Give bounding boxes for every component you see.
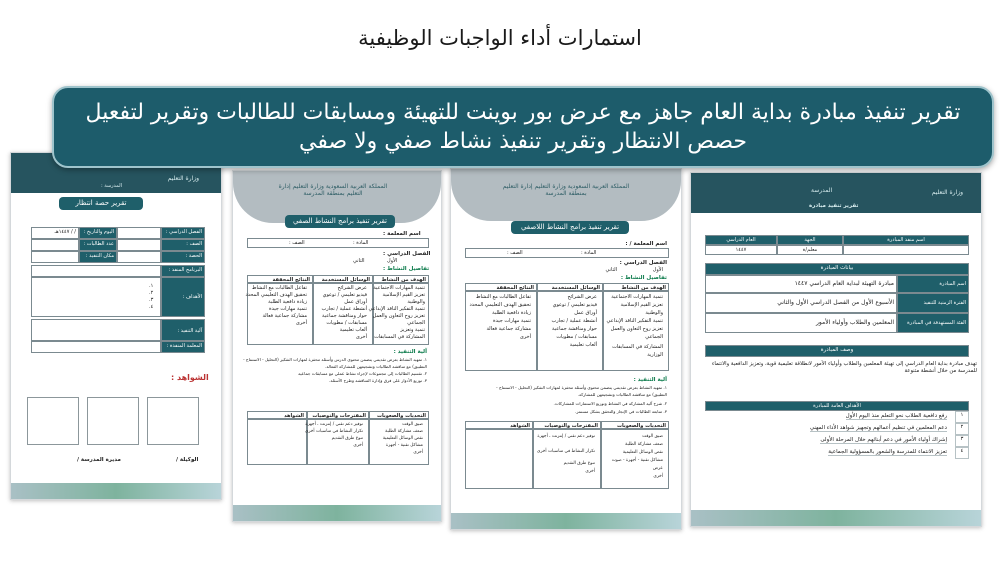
thumb3-step: التطبيق) مع مناقشة الطالبات وتشجيعهن للمشاركة. [577, 392, 667, 397]
thumb3-col1-item: تعزيز روح التعاون والعمل [610, 326, 663, 332]
thumb3-bottom-col2: أخرى [585, 469, 595, 474]
thumb-extra-activity[interactable] [450, 168, 682, 530]
thumb1-row-3-label: مكان التنفيذ : [79, 251, 117, 263]
thumb3-class: الصف : [507, 250, 523, 256]
thumb2-col1-item: تنمية وتعزيز [400, 327, 425, 333]
thumb2-bottom-head-1: الشواهد [247, 411, 307, 419]
thumb4-val-2: معلم/ة [777, 245, 843, 255]
thumb1-goal-4: ٤. [149, 304, 154, 310]
thumb2-col1-item: تنمية التفكير الناقد الإبداعي [368, 306, 425, 312]
banner [52, 86, 994, 168]
thumb4-goal-num: ٣ [955, 435, 969, 447]
thumb3-col-head-2: الوسائل المستخدمة [537, 283, 603, 291]
thumb2-bottom-col3: ضيق الوقت [402, 422, 423, 427]
thumb2-term: الفصل الدراسي : [383, 251, 431, 257]
thumb3-step: ٢. شرح آلية المشاركة في النشاط وتوزيع الاستمارات للمشاركات. [553, 401, 667, 406]
thumb4-field-value-1: مبادرة التهيئة لبداية العام الدراسي ١٤٤٧ [705, 275, 897, 293]
thumb1-goals-label: الأهداف : [161, 277, 205, 317]
thumb2-ministry: المملكة العربية السعودية وزارة التعليم إدارة التعليم بمنطقة المدرسة [278, 183, 388, 197]
thumb4-desc-title: وصف المبادرة [705, 345, 969, 357]
thumb2-step: ٣. توزيع الأدوار على فرق وإدارة المناقشة وطرح الأسئلة. [328, 378, 427, 383]
thumb1-teacher-label: المعلمة المنفذة : [161, 341, 205, 353]
thumb4-field-value-3: المعلمين والطلاب وأولياء الأمور [705, 313, 897, 333]
thumb2-col3-item: مشاركة جماعية فعالة [262, 313, 307, 319]
thumb3-col1-item: الجماعي [645, 334, 663, 340]
thumb3-col3-item: تفاعل الطالبات مع النشاط [475, 294, 531, 300]
thumb2-bottom-col3: أخرى [413, 450, 423, 455]
thumb4-head-3: العام الدراسي [705, 235, 777, 245]
page-title: استمارات أداء الواجبات الوظيفية [358, 26, 642, 50]
thumb1-row-2-label: عدد الطالبات : [79, 239, 117, 251]
thumb3-info-box [465, 248, 669, 258]
thumb3-footer [451, 513, 681, 529]
thumb2-col1-item: تعزيز القيم الإسلامية [382, 292, 425, 298]
thumb2-col-head-2: الوسائل المستخدمة [313, 275, 373, 283]
thumb4-field-value-2: الأسبوع الأول من الفصل الدراسي الأول والثاني [705, 293, 897, 313]
thumb4-goal-num: ١ [955, 411, 969, 423]
thumb4-initiative-title: بيانات المبادرة [705, 263, 969, 275]
thumb2-class: الصف : [289, 240, 305, 246]
thumb3-col2-item: فيديو تعليمي / توعوي [552, 302, 597, 308]
thumb2-col2-item: فيديو تعليمي / توعوي [322, 292, 367, 298]
thumb3-step: ٣. متابعة الطالبات في الإنجاز والتحقق بشكل مستمر. [575, 409, 667, 414]
thumb1-row-3-value [117, 251, 161, 263]
thumb3-col3-item: أخرى [519, 334, 531, 340]
thumb3-section-title: تقرير تنفيذ برامج النشاط اللاصفي [511, 221, 629, 234]
thumb2-subject: المادة : [353, 240, 369, 246]
thumb1-sign-left: الوكيلة / [176, 457, 199, 463]
thumb2-col1-item: تنمية المهارات الاجتماعية [373, 285, 425, 291]
thumb3-bottom-head-1: الشواهد [465, 421, 533, 429]
thumb2-col1-item: والوطنية [407, 299, 425, 305]
thumb2-step: التطبيق) مع مناقشة الطالبات وتشجيعهن للمشاركة الفعالة. [324, 364, 427, 369]
thumb4-goal-num: ٤ [955, 447, 969, 459]
thumb1-goals-box [31, 277, 161, 317]
thumb1-sign-right: مديرة المدرسة / [77, 457, 121, 463]
thumb1-method-box [31, 319, 161, 341]
thumb2-term-opt2[interactable]: الثاني [353, 258, 365, 264]
thumb-waiting-report[interactable] [10, 152, 222, 500]
thumb4-school: المدرسة [811, 187, 833, 194]
thumb3-bottom-box-1 [465, 429, 533, 489]
thumb4-goal-row: رفع دافعية الطلاب نحو التعلم منذ اليوم الأول [845, 413, 947, 419]
thumb2-col2-item: عرض الشرائح [337, 285, 367, 291]
thumb2-info-box [247, 238, 429, 248]
thumb3-col3-item: تنمية مهارات جيدة [492, 318, 531, 324]
thumb2-bottom-col2: تكرار النشاط في مناسبات أخرى [305, 429, 363, 434]
thumb3-details: تفاصيل النشاط : [620, 275, 667, 281]
thumb3-term-opt1[interactable]: الأول [652, 267, 663, 273]
thumb4-field-label-2: الفترة الزمنية للتنفيذ [897, 293, 969, 313]
thumb2-col-head-3: النتائج المحققة [247, 275, 313, 283]
thumb3-bottom-col3: ضعف مشاركة الطلبة [625, 442, 663, 447]
thumb3-step: ١. تمهيد النشاط بعرض تقديمي يتضمن محتوى وأسئلة محفزة لمهارات التفكير (التحليل - الاستنتاج - [496, 385, 667, 390]
thumb2-bottom-col3: نقص الوسائل التعليمية [382, 436, 423, 441]
thumb3-col2-item: ألعاب تعليمية [569, 342, 597, 348]
thumb2-bottom-col2: تنوع طرق التقديم [331, 436, 363, 441]
thumb1-row-1-value [117, 227, 161, 239]
thumb1-goal-2: ٢. [149, 290, 154, 296]
thumb2-bottom-box-1 [247, 419, 307, 465]
thumb3-col1-item: تنمية التفكير الناقد الإبداعي [606, 318, 663, 324]
thumb1-teacher-box [31, 341, 161, 353]
thumb3-col3-item: زيادة دافعية الطلبة [492, 310, 531, 316]
thumb2-col1-item: تعزيز روح التعاون والعمل [372, 313, 425, 319]
thumb3-bottom-col2: تكرار النشاط في مناسبات أخرى [537, 449, 595, 454]
thumb3-col1-item: تعزيز القيم الإسلامية [620, 302, 663, 308]
thumb2-col3-item: تفاعل الطالبات مع النشاط [251, 285, 307, 291]
thumb1-method-label: آلية التنفيذ : [161, 319, 205, 341]
thumb1-row-1-date: / / ١٤٤٧هـ [31, 227, 79, 239]
thumb1-school-label: المدرسة : [101, 183, 122, 189]
thumb1-goal-3: ٣. [149, 297, 154, 303]
thumb4-val-1 [843, 245, 969, 255]
thumb3-mechanism: آلية التنفيذ : [633, 377, 667, 383]
thumb2-bottom-head-3: التحديات والصعوبات [369, 411, 429, 419]
thumb3-col1-item: تنمية المهارات الاجتماعية [611, 294, 663, 300]
thumb3-col2-item: مسابقات / مطويات [556, 334, 597, 340]
thumb3-col2-item: أنشطة عملية / تجارب [551, 318, 597, 324]
thumb2-bottom-col3: مشاكل تقنية - أجهزة [385, 443, 423, 448]
thumb2-col3-item: زيادة دافعية الطلبة [268, 299, 307, 305]
thumb2-col3-item: تنمية مهارات جيدة [268, 306, 307, 312]
thumb1-footer [11, 483, 221, 499]
thumb3-teacher: اسم المعلمة / : [625, 241, 667, 247]
thumb2-term-opt1[interactable]: الأول [387, 258, 398, 264]
thumb1-row-2-val [31, 239, 79, 251]
thumb2-col2-item: أوراق عمل [344, 299, 367, 305]
thumb1-evidence-label: الشواهد : [171, 373, 209, 382]
thumb4-section-title: تقرير تنفيذ مبادرة [809, 203, 859, 209]
thumb4-goal-row: تعزيز الانتماء للمدرسة والشعور بالمسؤولية الجماعية [828, 449, 947, 455]
thumb3-col2-item: أوراق عمل [574, 310, 597, 316]
thumb3-subject: المادة : [581, 250, 597, 256]
thumb4-head-2: الجهة [777, 235, 843, 245]
thumb3-bottom-col3: ضيق الوقت [642, 434, 663, 439]
thumb4-goal-num: ٢ [955, 423, 969, 435]
thumb2-col2-item: ألعاب تعليمية [339, 327, 367, 333]
thumb3-bottom-head-3: التحديات والصعوبات [601, 421, 669, 429]
thumb2-bottom-col2: توفير دعم تقني / إنترنت ، أجهزة [305, 422, 363, 427]
thumb2-col-head-1: الهدف من النشاط [373, 275, 429, 283]
thumb2-col2-item: أخرى [355, 334, 367, 340]
thumb3-bottom-col3: نقص الوسائل التعليمية [622, 450, 663, 455]
thumb3-bottom-col2: تنوع طرق التقديم [563, 461, 595, 466]
thumb3-col2-item: حوار ومناقشة جماعية [552, 326, 597, 332]
thumb4-goal-row: إشراك أولياء الأمور في دعم أبنائهم خلال المرحلة الأولى [820, 437, 947, 443]
thumb3-col2-item: عرض الشرائح [567, 294, 597, 300]
thumb1-row-2-value [117, 239, 161, 251]
thumb2-section-title: تقرير تنفيذ برامج النشاط الصفي [285, 215, 395, 228]
thumb1-subject-value [31, 265, 161, 277]
thumb2-step: ٢. تقسيم الطالبات إلى مجموعات لإجراء نشاط عملي مع مسابقات جماعية [298, 371, 427, 376]
thumb2-col1-item: الجماعي [407, 320, 425, 326]
thumb1-ministry: وزارة التعليم [167, 175, 199, 182]
thumb1-section-title: تقرير حصة انتظار [59, 197, 143, 210]
thumb2-step: ١. تمهيد النشاط بعرض تقديمي يتضمن محتوى الدرس وأسئلة محفزة لمهارات التفكير (التحليل - الاستنتاج - [243, 357, 427, 362]
thumb3-col3-item: تحقيق الهدف التعليمي المحدد [469, 302, 531, 308]
thumb1-photo-1 [147, 397, 199, 445]
thumb3-col1-item: المشاركة في المسابقات [612, 344, 663, 350]
thumb3-ministry: المملكة العربية السعودية وزارة التعليم إدارة التعليم بمنطقة المدرسة [502, 183, 630, 197]
thumb3-term: الفصل الدراسي : [619, 260, 667, 266]
thumb1-subject-label: البرنامج المنفذ : [161, 265, 205, 277]
thumb1-row-1-label2: الفصل الدراسي : [161, 227, 205, 239]
thumb2-col3-item: تحقيق الهدف التعليمي المحدد [245, 292, 307, 298]
thumb3-col1-item: والوطنية [645, 310, 663, 316]
thumb2-bottom-col3: ضعف مشاركة الطلبة [385, 429, 423, 434]
thumb3-bottom-head-2: المقترحات والتوصيات [533, 421, 601, 429]
thumb1-row-1-label: اليوم والتاريخ : [79, 227, 117, 239]
thumb1-photo-2 [87, 397, 139, 445]
thumb-initiative-report[interactable] [690, 172, 982, 527]
thumb1-row-3-val [31, 251, 79, 263]
thumb3-bottom-col3: مشاكل تقنية - أجهزة - صوت [611, 458, 663, 463]
thumb3-col3-item: مشاركة جماعية فعالة [486, 326, 531, 332]
thumb2-bottom-col2: أخرى [353, 443, 363, 448]
thumb4-footer [691, 510, 981, 526]
thumb2-col2-item: حوار ومناقشة جماعية [322, 313, 367, 319]
thumb4-val-3: ١٤٤٧ [705, 245, 777, 255]
thumb3-bottom-col2: توفير دعم تقني / إنترنت ، أجهزة [537, 434, 595, 439]
thumb1-photo-3 [27, 397, 79, 445]
thumb-class-activity[interactable] [232, 170, 442, 522]
thumb3-bottom-col3: عرض [652, 466, 663, 471]
thumb2-col2-item: أنشطة عملية / تجارب [321, 306, 367, 312]
thumb2-col3-item: أخرى [295, 320, 307, 326]
thumb4-head-1: اسم منفذ المبادرة [843, 235, 969, 245]
thumb2-footer [233, 505, 441, 521]
thumb4-ministry: وزارة التعليم [931, 189, 963, 196]
thumb2-mechanism: آلية التنفيذ : [393, 349, 427, 355]
thumb4-goal-row: دعم المعلمين في تنظيم أعمالهم وتجهيز شواهد الأداء المهني [809, 425, 947, 431]
thumb3-col-head-1: الهدف من النشاط [603, 283, 669, 291]
thumb3-term-opt2[interactable]: الثاني [605, 267, 617, 273]
thumb2-col1-item: المشاركة في المسابقات [374, 334, 425, 340]
thumb1-goal-1: ١. [149, 283, 154, 289]
thumb3-col-head-3: النتائج المحققة [465, 283, 537, 291]
thumb4-goals-title: الأهداف العامة للمبادرة [705, 401, 969, 411]
thumb1-row-2-label2: الصف : [161, 239, 205, 251]
thumb2-bottom-head-2: المقترحات والتوصيات [307, 411, 369, 419]
thumb2-teacher: اسم المعلمة : [383, 231, 421, 237]
thumb4-desc: تهدف مبادرة بداية العام الدراسي إلى تهيئة المعلمين والطلاب وأولياء الأمور لانطلاقة تعليمية قوية، وتعزيز الدافعية والانتماء للمدرسة من خلال أنشطة متنوعة [711, 361, 977, 374]
thumb1-row-3-label2: الحصة : [161, 251, 205, 263]
thumb2-col2-item: مسابقات / مطويات [326, 320, 367, 326]
thumb4-field-label-3: الفئة المستهدفة في المبادرة [897, 313, 969, 333]
thumb2-details: تفاصيل النشاط : [383, 266, 430, 272]
thumb3-bottom-col3: أخرى [653, 474, 663, 479]
banner-text: تقرير تنفيذ مبادرة بداية العام جاهز مع عرض بور بوينت للتهيئة ومسابقات للطالبات وتقرير لتفعيل حصص الانتظار وتقرير تنفيذ نشاط صفي ولا صفي [85, 100, 961, 154]
thumb3-col1-item: الوزارية [647, 352, 663, 358]
thumb4-field-label-1: اسم المبادرة [897, 275, 969, 293]
